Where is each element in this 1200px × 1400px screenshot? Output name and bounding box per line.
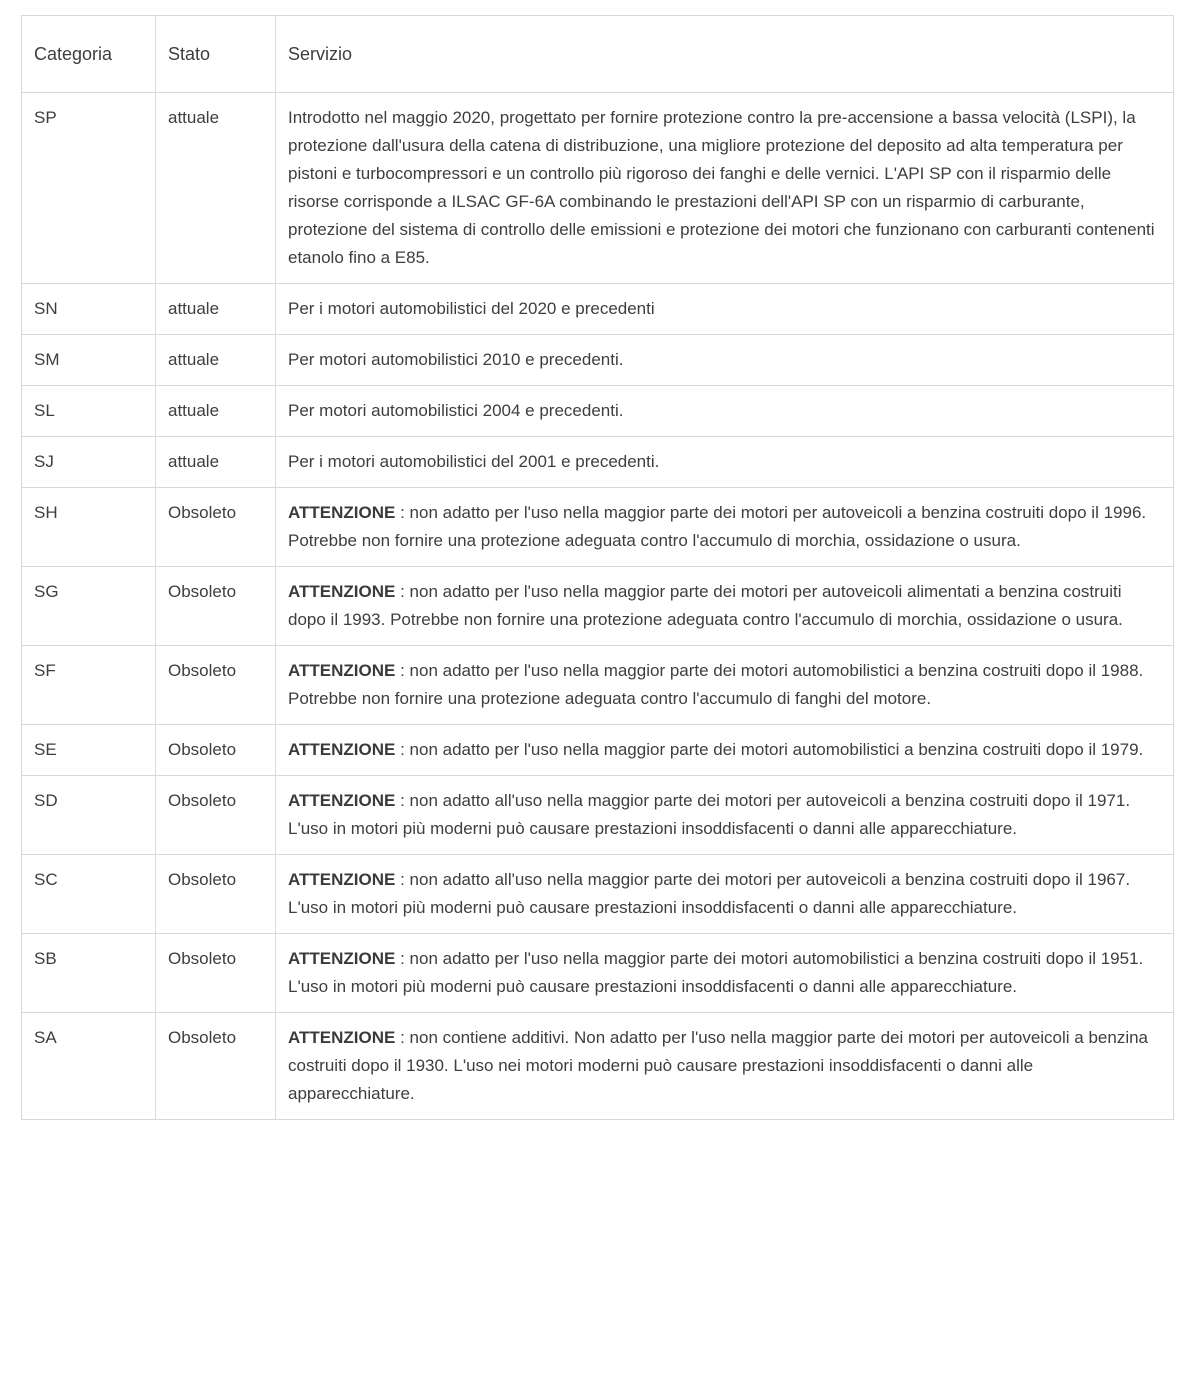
service-text: Introdotto nel maggio 2020, progettato per fornire protezione contro la pre-accensione a bassa velocità (LSPI), la protezione dall'usura della catena di distribuzione, una migliore protezione del deposito ad alta temperatura per pistoni e turbocompressori e un controllo più rigoroso dei fanghi e delle vernici. L'API SP con il risparmio delle risorse corrisponde a ILSAC GF-6A combinando le prestazioni dell'API SP con un risparmio di carburante, protezione del sistema di controllo delle emissioni e protezione dei motori che funzionano con carburanti contenenti etanolo fino a E85. [288,108,1155,267]
api-oil-categories-table [21,15,1174,1120]
service-cell [276,488,1174,567]
service-cell [276,284,1174,335]
service-cell [276,1013,1174,1120]
header-row [22,16,1174,93]
service-text: : non adatto all'uso nella maggior parte dei motori per autoveicoli a benzina costruiti dopo il 1967. L'uso in motori più moderni può causare prestazioni insoddisfacenti o danni alle apparecchiature. [288,870,1131,917]
column-header-categoria: Categoria [22,16,156,93]
status-cell: Obsoleto [156,776,276,855]
service-cell [276,725,1174,776]
category-cell: SN [22,284,156,335]
category-cell: SP [22,93,156,284]
service-cell [276,567,1174,646]
warning-label: ATTENZIONE [288,870,396,889]
table-row [22,567,1174,646]
status-cell: Obsoleto [156,1013,276,1120]
category-cell: SB [22,934,156,1013]
service-text: : non adatto per l'uso nella maggior parte dei motori automobilistici a benzina costruiti dopo il 1988. Potrebbe non fornire una protezione adeguata contro l'accumulo di fanghi del motore. [288,661,1144,708]
table-row [22,386,1174,437]
table-header [22,16,1174,93]
service-text: Per motori automobilistici 2004 e precedenti. [288,401,624,420]
table-row [22,93,1174,284]
warning-label: ATTENZIONE [288,949,396,968]
service-text: Per i motori automobilistici del 2020 e precedenti [288,299,655,318]
service-cell [276,386,1174,437]
category-cell: SE [22,725,156,776]
status-cell: attuale [156,437,276,488]
table-row [22,335,1174,386]
status-cell: attuale [156,386,276,437]
status-cell: Obsoleto [156,488,276,567]
category-cell: SJ [22,437,156,488]
warning-label: ATTENZIONE [288,503,396,522]
service-cell [276,93,1174,284]
service-text: Per motori automobilistici 2010 e precedenti. [288,350,624,369]
service-text: : non adatto per l'uso nella maggior parte dei motori automobilistici a benzina costruiti dopo il 1979. [395,740,1144,759]
service-text: : non adatto all'uso nella maggior parte dei motori per autoveicoli a benzina costruiti dopo il 1971. L'uso in motori più moderni può causare prestazioni insoddisfacenti o danni alle apparecchiature. [288,791,1131,838]
status-cell: Obsoleto [156,646,276,725]
service-cell [276,437,1174,488]
category-cell: SD [22,776,156,855]
service-text: : non adatto per l'uso nella maggior parte dei motori per autoveicoli a benzina costruiti dopo il 1996. Potrebbe non fornire una protezione adeguata contro l'accumulo di morchia, ossidazione o usura. [288,503,1147,550]
service-text: : non adatto per l'uso nella maggior parte dei motori per autoveicoli alimentati a benzina costruiti dopo il 1993. Potrebbe non fornire una protezione adeguata contro l'accumulo di morchia, ossidazione o usura. [288,582,1123,629]
category-cell: SC [22,855,156,934]
table-row [22,855,1174,934]
warning-label: ATTENZIONE [288,582,396,601]
service-cell [276,934,1174,1013]
service-cell [276,646,1174,725]
table-row [22,776,1174,855]
warning-label: ATTENZIONE [288,791,396,810]
category-cell: SF [22,646,156,725]
status-cell: attuale [156,284,276,335]
status-cell: attuale [156,335,276,386]
service-cell [276,335,1174,386]
category-cell: SH [22,488,156,567]
service-cell [276,855,1174,934]
service-text: : non adatto per l'uso nella maggior parte dei motori automobilistici a benzina costruiti dopo il 1951. L'uso in motori più moderni può causare prestazioni insoddisfacenti o danni alle apparecchiature. [288,949,1144,996]
category-cell: SL [22,386,156,437]
table-row [22,934,1174,1013]
table-row [22,725,1174,776]
status-cell: Obsoleto [156,567,276,646]
service-text: Per i motori automobilistici del 2001 e precedenti. [288,452,660,471]
table-body [22,93,1174,1120]
warning-label: ATTENZIONE [288,661,396,680]
category-cell: SA [22,1013,156,1120]
service-cell [276,776,1174,855]
status-cell: Obsoleto [156,725,276,776]
category-cell: SM [22,335,156,386]
table-row [22,437,1174,488]
status-cell: Obsoleto [156,934,276,1013]
status-cell: attuale [156,93,276,284]
column-header-stato: Stato [156,16,276,93]
column-header-servizio: Servizio [276,16,1174,93]
warning-label: ATTENZIONE [288,740,396,759]
table-row [22,488,1174,567]
table-row [22,646,1174,725]
status-cell: Obsoleto [156,855,276,934]
table-row [22,284,1174,335]
category-cell: SG [22,567,156,646]
table-row [22,1013,1174,1120]
warning-label: ATTENZIONE [288,1028,396,1047]
service-text: : non contiene additivi. Non adatto per l'uso nella maggior parte dei motori per autoveicoli a benzina costruiti dopo il 1930. L'uso nei motori moderni può causare prestazioni insoddisfacenti o danni alle apparecchiature. [288,1028,1149,1103]
